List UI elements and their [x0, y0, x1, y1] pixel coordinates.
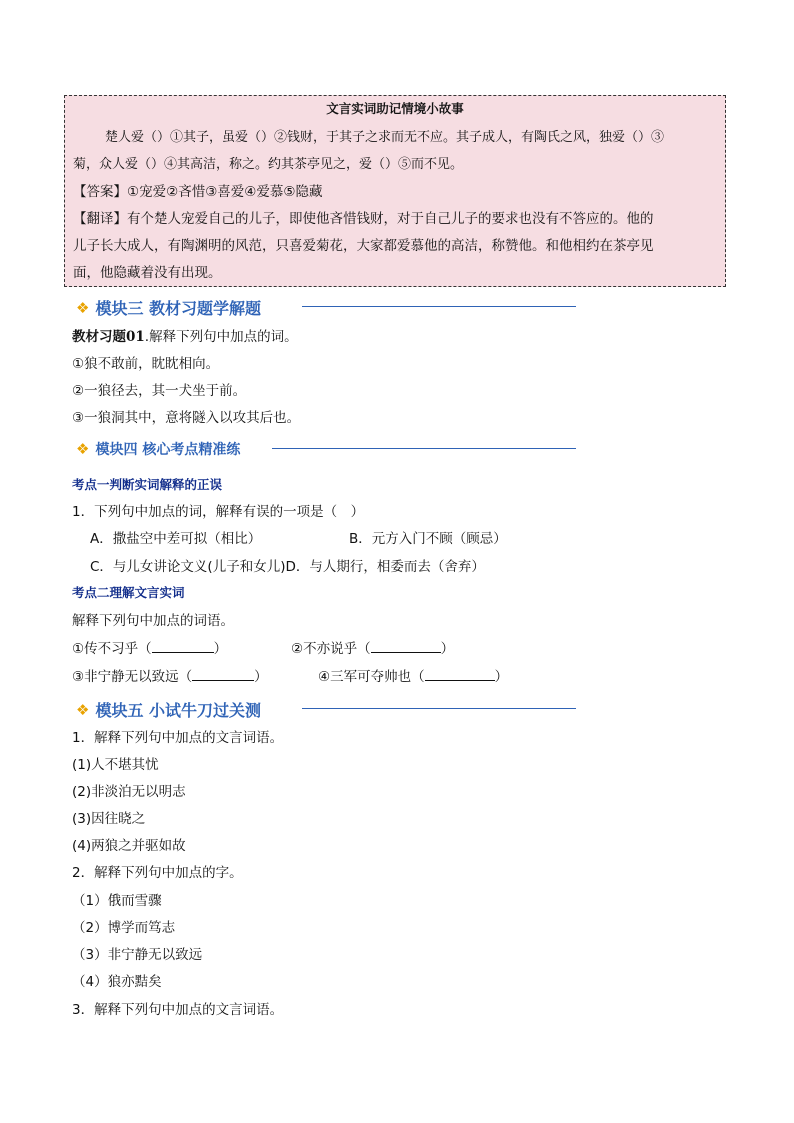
option-a: A．撒盐空中差可拟（相比） [90, 531, 262, 547]
close-paren: ） [213, 641, 228, 657]
close-paren: ） [494, 669, 509, 685]
module5-q1-item-4: (4)两狼之并驱如故 [72, 838, 186, 854]
module5-heading [76, 698, 261, 721]
kaodian-1: 考点一判断实词解释的正误 [72, 477, 223, 492]
story-box [64, 95, 726, 287]
answer-blank[interactable] [192, 668, 254, 681]
module4-rule [272, 448, 576, 449]
story-translation-2: 儿子长大成人，有陶渊明的风范，只喜爱菊花，大家都爱慕他的高洁，称赞他。和他相约在茶亭见 [73, 238, 654, 254]
module4-q2: 解释下列句中加点的词语。 [72, 613, 234, 629]
story-answer: 【答案】①宠爱②吝惜③喜爱④爱慕⑤隐藏 [73, 184, 323, 200]
module3-item-3: ③一狼洞其中，意将隧入以攻其后也。 [72, 410, 301, 426]
module5-q2-item-3: （3）非宁静无以致远 [72, 947, 203, 963]
answer-blank[interactable] [371, 640, 441, 653]
kaodian-2: 考点二理解文言实词 [72, 585, 185, 600]
story-translation-1: 【翻译】有个楚人宠爱自己的儿子，即使他吝惜钱财，对于自己儿子的要求也没有不答应的。他的 [73, 211, 654, 227]
module5-rule [302, 708, 576, 709]
blank-item-1-text: ①传不习乎（ [72, 641, 152, 657]
blank-item-3 [72, 665, 268, 685]
module4-heading [76, 439, 240, 459]
blank-item-2 [291, 637, 454, 657]
story-translation-3: 面，他隐藏着没有出现。 [73, 265, 222, 281]
close-paren: ） [440, 641, 455, 657]
option-b: B．元方入门不顾（顾忌） [349, 531, 507, 547]
diamond-bullet-icon: ❖ [76, 700, 90, 719]
module3-title: 模块三 教材习题学解题 [95, 299, 262, 318]
answer-blank[interactable] [425, 668, 495, 681]
blank-item-1 [72, 637, 227, 657]
module5-q1: 1．解释下列句中加点的文言词语。 [72, 730, 284, 746]
module5-q3: 3．解释下列句中加点的文言词语。 [72, 1002, 284, 1018]
module5-q1-item-3: (3)因往晓之 [72, 811, 146, 827]
blank-item-4-text: ④三军可夺帅也（ [318, 669, 425, 685]
module3-question [72, 325, 298, 345]
blank-item-4 [318, 665, 508, 685]
answer-blank[interactable] [152, 640, 214, 653]
module3-q-text: .解释下列句中加点的词。 [144, 329, 298, 345]
module5-title: 模块五 小试牛刀过关测 [95, 701, 262, 720]
diamond-bullet-icon: ❖ [76, 298, 90, 317]
module5-q2-item-4: （4）狼亦黠矣 [72, 974, 162, 990]
story-line-2: 菊，众人爱（）④其高洁，称之。约其茶亭见之，爱（）⑤而不见。 [73, 157, 464, 172]
story-title: 文言实词助记情境小故事 [326, 101, 464, 116]
close-paren: ） [254, 669, 268, 685]
module4-q1: 1．下列句中加点的词，解释有误的一项是（ ） [72, 504, 365, 520]
module5-q2-item-2: （2）博学而笃志 [72, 920, 176, 936]
blank-item-2-text: ②不亦说乎（ [291, 641, 371, 657]
module5-q2-item-1: （1）俄而雪骤 [72, 893, 162, 909]
blank-item-3-text: ③非宁静无以致远（ [72, 669, 193, 685]
module4-title: 模块四 核心考点精准练 [95, 442, 241, 458]
module5-q1-item-1: (1)人不堪其忧 [72, 757, 159, 773]
module3-q-label: 教材习题01 [72, 329, 145, 345]
module5-q1-item-2: (2)非淡泊无以明志 [72, 784, 186, 800]
story-line-1: 楚人爱（）①其子，虽爱（）②钱财，于其子之求而无不应。其子成人，有陶氏之风，独爱（）③ [105, 130, 665, 145]
diamond-bullet-icon: ❖ [76, 440, 90, 458]
module3-item-2: ②一狼径去，其一犬坐于前。 [72, 383, 247, 399]
module5-q2: 2．解释下列句中加点的字。 [72, 865, 243, 881]
module3-rule [302, 306, 576, 307]
option-cd: C．与儿女讲论文义(儿子和女儿)D．与人期行，相委而去（舍弃） [90, 559, 485, 575]
module3-item-1: ①狼不敢前，眈眈相向。 [72, 356, 220, 372]
module3-heading [76, 296, 261, 319]
